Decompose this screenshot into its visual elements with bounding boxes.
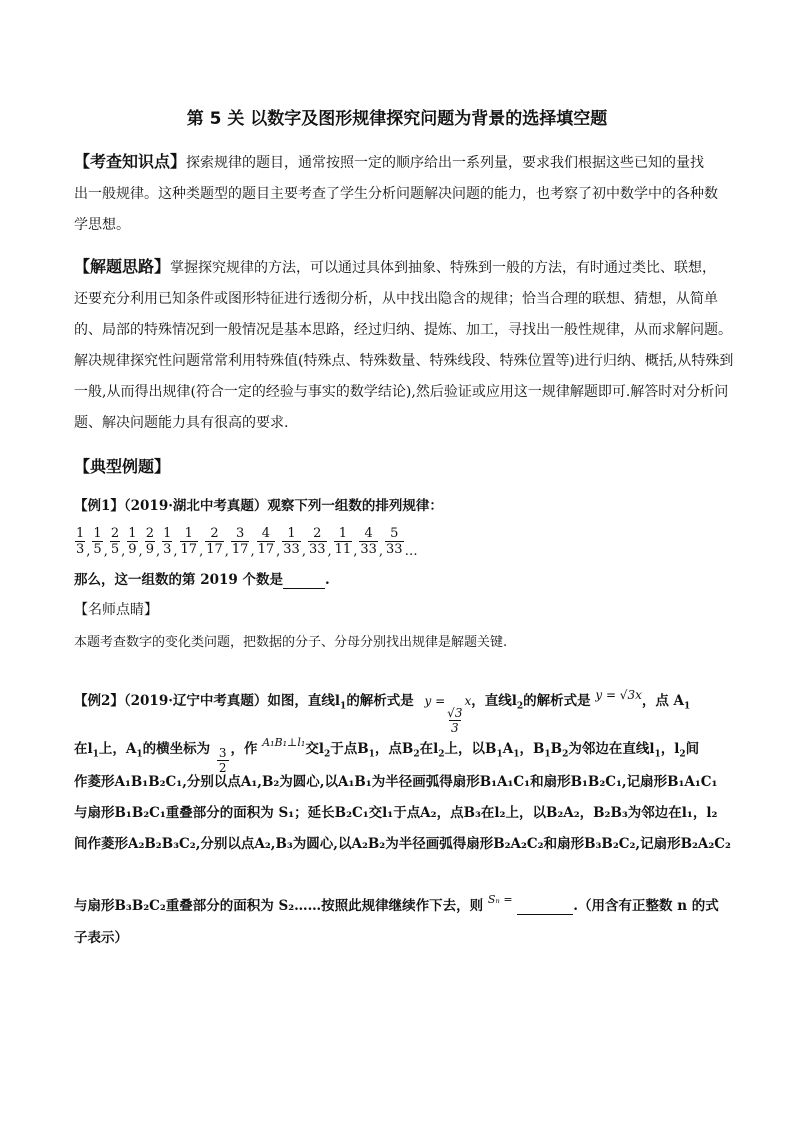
separator-comma: ,: [327, 544, 332, 559]
knowledge-line-2: 出一般规律。这种类题型的题目主要考查了学生分析问题解决问题的能力，也考察了初中数学中的各种数: [74, 186, 718, 202]
separator-comma: ,: [138, 544, 143, 559]
approach-line-1: 【解题思路】掌握探究规律的方法，可以通过具体到抽象、特殊到一般的方法，有时通过类比、联想，: [74, 257, 717, 276]
answer-blank: [283, 572, 325, 589]
approach-line-3: 的、局部的特殊情况到一般情况是基本思路，经过归纳、提炼、加工，寻找出一般性规律，从而求解问题。: [74, 322, 732, 338]
separator-comma: ,: [224, 544, 229, 559]
approach-paragraph: [74, 251, 734, 439]
knowledge-line-3: 学思想。: [74, 217, 130, 233]
example2-line-6: 与扇形B₃B₂C₂重叠部分的面积为 S₂……按照此规律继续作下去，则 $^{S_n =}$ .（用含有正整数 n 的式: [74, 893, 719, 914]
separator-comma: ,: [276, 544, 281, 559]
sequence-fraction: $\frac{2}{9}$: [145, 525, 154, 557]
separator-comma: ,: [86, 544, 91, 559]
separator-comma: ,: [301, 544, 306, 559]
knowledge-line-1: 【考查知识点】探索规律的题目，通常按照一定的顺序给出一系列量，要求我们根据这些已知的量找: [74, 152, 705, 171]
example1-question: 那么，这一组数的第 2019 个数是 .: [74, 572, 330, 588]
approach-line-2: 还要充分利用已知条件或图形特征进行透彻分析，从中找出隐含的规律；恰当合理的联想、猜想，从简单: [74, 291, 718, 307]
sequence-fraction: $\frac{1}{17}$: [180, 525, 198, 557]
sequence-ellipsis: …: [404, 544, 418, 559]
approach-line-6: 题、解决问题能力具有很高的要求.: [74, 415, 289, 431]
example2-line-4: 与扇形B₁B₂C₁重叠部分的面积为 S₁；延长B₂C₁交l₁于点A₂，点B₃在l₂上，以B₂A₂，B₂B₃为邻边在l₁，l₂: [74, 805, 718, 821]
sn-expression: Sₙ =: [487, 893, 513, 906]
knowledge-tag: 【考查知识点】: [74, 152, 187, 171]
sequence-fraction: $\frac{1}{5}$: [93, 525, 102, 557]
sequence-fraction: $\frac{2}{33}$: [308, 525, 326, 557]
sequence-fraction: $\frac{4}{33}$: [360, 525, 377, 557]
answer-blank-sn: [517, 898, 573, 915]
sequence-fraction: $\frac{1}{3}$: [163, 525, 172, 557]
separator-comma: ,: [378, 544, 384, 559]
sequence-fraction: $\frac{1}{11}$: [334, 525, 352, 557]
equation-l1: y = $\frac{√3}{3}$ x: [424, 694, 472, 735]
sequence-fraction: $\frac{3}{17}$: [231, 525, 249, 557]
sequence-fraction: $\frac{1}{33}$: [283, 525, 300, 557]
example1-fraction-sequence: [74, 521, 419, 561]
sequence-fraction: $\frac{2}{5}$: [110, 525, 120, 557]
approach-line-4: 解决规律探究性问题常常利用特殊值(特殊点、特殊数量、特殊线段、特殊位置等)进行归纳、概括,从特殊到: [74, 353, 734, 369]
example2-line-3: 作菱形A₁B₁B₂C₁,分别以点A₁,B₂为圆心,以A₁B₁为半径画弧得扇形B₁A₁C₁和扇形B₁B₂C₁,记扇形B₁A₁C₁: [74, 774, 718, 790]
comment-text: 本题考查数字的变化类问题，把数据的分子、分母分别找出规律是解题关键.: [74, 635, 508, 650]
approach-tag: 【解题思路】: [74, 257, 171, 276]
page-title: 第 5 关 以数字及图形规律探究问题为背景的选择填空题: [186, 109, 608, 129]
sequence-fraction: $\frac{5}{33}$: [386, 525, 403, 557]
perpendicular-expression: A₁B₁⊥l₁: [262, 736, 306, 749]
separator-comma: ,: [121, 544, 126, 559]
separator-comma: ,: [250, 544, 255, 559]
sequence-fraction: $\frac{4}{17}$: [257, 525, 275, 557]
comment-tag: 【名师点睛】: [74, 602, 158, 618]
fraction-three-halves: $\frac{3}{2}$: [218, 746, 227, 775]
example2-line-5: 间作菱形A₂B₂B₃C₂,分别以点A₂,B₃为圆心,以A₂B₂为半径画弧得扇形B₂A₂C₂和扇形B₃B₂C₂,记扇形B₂A₂C₂: [74, 836, 731, 852]
example2-line-1: 【例2】（2019·辽宁中考真题）如图，直线$l_1$的解析式是 y = $\frac{√3}{3}$ x，直线$l_2$的解析式是 y = √3x，点 $A_1$: [74, 688, 691, 735]
example1-intro: 【例1】（2019·湖北中考真题）观察下列一组数的排列规律：: [74, 498, 443, 514]
example2-line-7: 子表示）: [74, 930, 128, 946]
separator-comma: ,: [173, 544, 178, 559]
sequence-fraction: $\frac{1}{9}$: [128, 525, 137, 557]
approach-line-5: 一般,从而得出规律(符合一定的经验与事实的数学结论),然后验证或应用这一规律解题即可.解答时对分析问: [74, 384, 729, 400]
separator-comma: ,: [199, 544, 204, 559]
equation-l2: y = √3x: [595, 688, 642, 702]
sequence-fraction: $\frac{2}{17}$: [206, 525, 223, 557]
separator-comma: ,: [155, 544, 161, 559]
sequence-fraction: $\frac{1}{3}$: [76, 525, 85, 557]
separator-comma: ,: [103, 544, 108, 559]
knowledge-paragraph: [74, 146, 734, 241]
example2-line-2: 在$l_1$上，$A_1$的横坐标为 $\frac{3}{2}$ ，作 $^{A_1B_1\perp l_1}$交$l_2$于点$B_1$，点$B_2$在$l_2$上，以$B_1A_1$，$B_1B_2$为邻边在直线$l_1$，$l_2$间: [74, 736, 700, 775]
separator-comma: ,: [353, 544, 358, 559]
typical-examples-heading: 【典型例题】: [74, 457, 171, 476]
